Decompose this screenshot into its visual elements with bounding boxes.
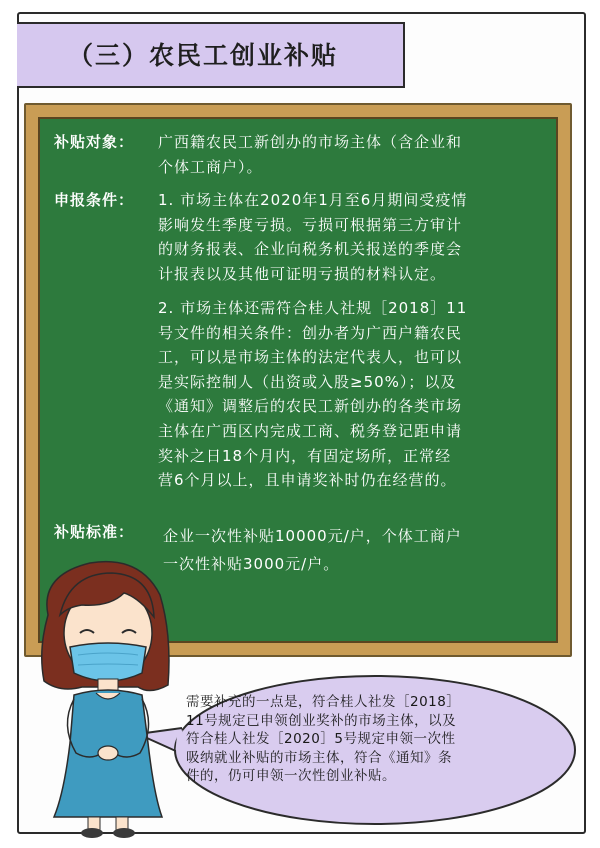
conditions-label: 申报条件： bbox=[54, 191, 135, 209]
bubble-text: 需要补充的一点是，符合桂人社发［2018］ 11号规定已申领创业奖补的市场主体，以及 符合桂人社发［2020］5号规定申领一次性 吸纳就业补贴的市场主体，符合《通知》条 件的，仍可申领一次性创业补贴。 bbox=[186, 694, 461, 785]
standard-label: 补贴标准： bbox=[54, 523, 135, 541]
standard-text: 企业一次性补贴10000元/户，个体工商户 一次性补贴3000元/户。 bbox=[163, 527, 462, 573]
condition-item-2: 2. 市场主体还需符合桂人社规［2018］11 号文件的相关条件：创办者为广西户籍农民 工，可以是市场主体的法定代表人，也可以 是实际控制人（出资或入股≥50%）；以及 《通知》调整后的农民工新创办的各类市场 主体在广西区内完成工商、税务登记距申请 奖补之日18个月内，有固定场所，正常经 营6个月以上，且申请奖补时仍在经营的。 bbox=[158, 299, 468, 490]
condition-item-1: 1. 市场主体在2020年1月至6月期间受疫情 影响发生季度亏损。亏损可根据第三方审计 的财务报表、企业向税务机关报送的季度会 计报表以及其他可证明亏损的材料认定。 bbox=[158, 191, 468, 283]
subsidy-target-text: 广西籍农民工新创办的市场主体（含企业和 个体工商户）。 bbox=[158, 133, 463, 176]
subsidy-target-label: 补贴对象： bbox=[54, 133, 135, 151]
page-title: （三）农民工创业补贴 bbox=[68, 41, 339, 70]
woman-illustration bbox=[30, 555, 190, 840]
